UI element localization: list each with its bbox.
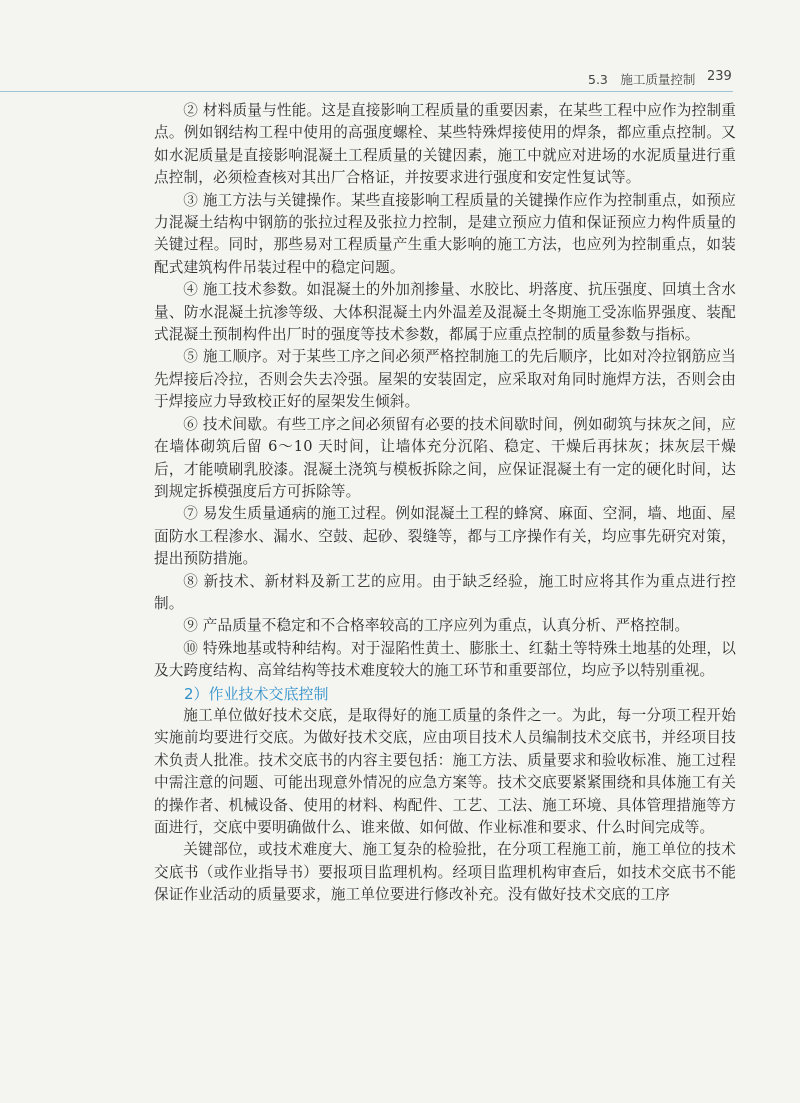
header-rule xyxy=(0,91,733,92)
paragraph-construction-sequence: ⑤ 施工顺序。对于某些工序之间必须严格控制施工的先后顺序，比如对冷拉钢筋应当先焊接后冷拉，否则会失去冷强。屋架的安装固定，应采取对角同时施焊方法，否则会由于焊接应力导致校正好的屋架发生倾斜。 xyxy=(154,348,736,411)
paragraph-special-foundation: ⑩ 特殊地基或特种结构。对于湿陷性黄土、膨胀土、红黏土等特殊土地基的处理，以及大跨度结构、高耸结构等技术难度较大的施工环节和重要部位，均应予以特别重视。 xyxy=(154,639,736,680)
paragraph-common-defects: ⑦ 易发生质量通病的施工过程。例如混凝土工程的蜂窝、麻面、空洞，墙、地面、屋面防水工程渗水、漏水、空鼓、起砂、裂缝等，都与工序操作有关，均应事先研究对策，提出预防措施。 xyxy=(154,505,736,568)
paragraph-technical-interval: ⑥ 技术间歇。有些工序之间必须留有必要的技术间歇时间，例如砌筑与抹灰之间，应在墙体砌筑后留 6～10 天时间，让墙体充分沉陷、稳定、干燥后再抹灰；抹灰层干燥后，才能喷刷乳胶漆。混凝土浇筑与模板拆除之间，应保证混凝土有一定的硬化时间，达到规定拆模强度后方可拆除等。 xyxy=(154,415,736,500)
paragraph-material-quality: ② 材料质量与性能。这是直接影响工程质量的重要因素，在某些工程中应作为控制重点。例如钢结构工程中使用的高强度螺栓、某些特殊焊接使用的焊条，都应重点控制。又如水泥质量是直接影响混凝土工程质量的关键因素，施工中就应对进场的水泥质量进行重点控制，必须检查核对其出厂合格证，并按要求进行强度和安定性复试等。 xyxy=(154,102,736,187)
paragraph-technical-parameters: ④ 施工技术参数。如混凝土的外加剂掺量、水胶比、坍落度、抗压强度、回填土含水量、防水混凝土抗渗等级、大体积混凝土内外温差及混凝土冬期施工受冻临界强度、装配式混凝土预制构件出厂时的强度等技术参数，都属于应重点控制的质量参数与指标。 xyxy=(154,281,736,344)
paragraph-technical-briefing: 施工单位做好技术交底，是取得好的施工质量的条件之一。为此，每一分项工程开始实施前均要进行交底。为做好技术交底，应由项目技术人员编制技术交底书，并经项目技术负责人批准。技术交底书的内容主要包括：施工方法、质量要求和验收标准、施工过程中需注意的问题、可能出现意外情况的应急方案等。技术交底要紧紧围绕和具体施工有关的操作者、机械设备、使用的材料、构配件、工艺、工法、施工环境、具体管理措施等方面进行，交底中要明确做什么、谁来做、如何做、作业标准和要求、什么时间完成等。 xyxy=(154,706,736,836)
paragraph-new-technology: ⑧ 新技术、新材料及新工艺的应用。由于缺乏经验，施工时应将其作为重点进行控制。 xyxy=(154,572,736,612)
header-section-title: 5.3 施工质量控制 xyxy=(588,72,696,87)
body-text xyxy=(154,100,736,907)
paragraph-unstable-quality: ⑨ 产品质量不稳定和不合格率较高的工序应列为重点，认真分析、严格控制。 xyxy=(183,617,690,635)
section-heading: 2）作业技术交底控制 xyxy=(184,684,329,703)
paragraph-key-parts: 关键部位，或技术难度大、施工复杂的检验批，在分项工程施工前，施工单位的技术交底书（或作业指导书）要报项目监理机构。经项目监理机构审查后，如技术交底书不能保证作业活动的质量要求，施工单位要进行修改补充。没有做好技术交底的工序 xyxy=(154,841,736,904)
page-number: 239 xyxy=(707,69,732,84)
running-header xyxy=(0,66,800,90)
paragraph-construction-method: ③ 施工方法与关键操作。某些直接影响工程质量的关键操作应作为控制重点，如预应力混凝土结构中钢筋的张拉过程及张拉力控制，是建立预应力值和保证预应力构件质量的关键过程。同时，那些易对工程质量产生重大影响的施工方法，也应列为控制重点，如装配式建筑构件吊装过程中的稳定问题。 xyxy=(154,191,736,276)
